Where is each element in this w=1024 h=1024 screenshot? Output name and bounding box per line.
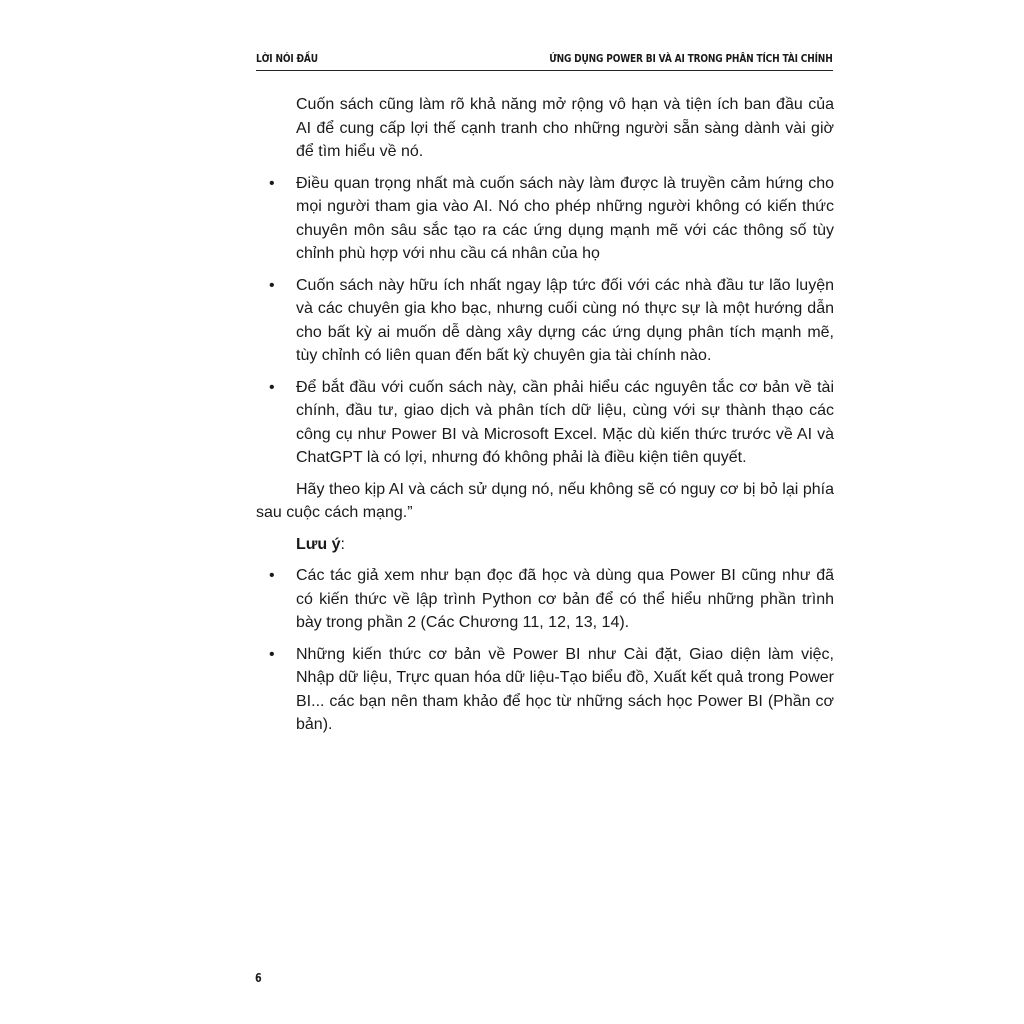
list-item [256,564,834,635]
note-heading-colon: : [340,535,345,553]
bullet-icon: • [269,276,275,294]
header-divider [256,70,833,71]
bullet-icon: • [269,174,275,192]
note-bullet-list [256,564,834,737]
header-book-title: ỨNG DỤNG POWER BI VÀ AI TRONG PHÂN TÍCH TÀI CHÍNH [549,52,833,65]
list-item [256,643,834,737]
note-heading [296,533,834,557]
bullet-text: Những kiến thức cơ bản về Power BI như Cài đặt, Giao diện làm việc, Nhập dữ liệu, Trực quan hóa dữ liệu-Tạo biểu đồ, Xuất kết quả trong Power BI... các bạn nên tham khảo để học từ những sách học Power BI (Phần cơ bản). [296,645,834,733]
running-header [256,52,833,70]
header-chapter-title: LỜI NÓI ĐẦU [256,52,318,65]
bullet-icon: • [269,645,275,663]
bullet-text: Cuốn sách này hữu ích nhất ngay lập tức đối với các nhà đầu tư lão luyện và các chuyên gia kho bạc, nhưng cuối cùng nó thực sự là một hướng dẫn cho bất kỳ ai muốn dễ dàng xây dựng các ứng dụng phân tích mạnh mẽ, tùy chỉnh có liên quan đến bất kỳ chuyên gia tài chính nào. [296,276,834,364]
intro-paragraph: Cuốn sách cũng làm rõ khả năng mở rộng vô hạn và tiện ích ban đầu của AI để cung cấp lợi thế cạnh tranh cho những người sẵn sàng dành vài giờ để tìm hiểu về nó. [296,96,834,160]
bullet-text: Điều quan trọng nhất mà cuốn sách này làm được là truyền cảm hứng cho mọi người tham gia vào AI. Nó cho phép những người không có kiến thức chuyên môn sâu sắc tạo ra các ứng dụng mạnh mẽ với các thông số tùy chỉnh phù hợp với nhu cầu cá nhân của họ [296,174,834,262]
bullet-text: Các tác giả xem như bạn đọc đã học và dùng qua Power BI cũng như đã có kiến thức về lập trình Python cơ bản để có thể hiểu những phần trình bày trong phần 2 (Các Chương 11, 12, 13, 14). [296,567,834,631]
closing-paragraph: Hãy theo kịp AI và cách sử dụng nó, nếu không sẽ có nguy cơ bị bỏ lại phía sau cuộc cách mạng.” [256,480,834,521]
bullet-icon: • [269,567,275,584]
list-item [256,274,834,368]
list-item [256,376,834,470]
body-text [256,93,834,745]
bullet-icon: • [269,378,275,396]
main-bullet-list [256,172,834,470]
page-number: 6 [255,971,262,985]
list-item [256,172,834,266]
bullet-text: Để bắt đầu với cuốn sách này, cần phải hiểu các nguyên tắc cơ bản về tài chính, đầu tư, giao dịch và phân tích dữ liệu, cùng với sự thành thạo các công cụ như Power BI và Microsoft Excel. Mặc dù kiến thức trước về AI và ChatGPT là có lợi, nhưng đó không phải là điều kiện tiên quyết. [296,378,834,466]
note-heading-label: Lưu ý [296,535,341,553]
